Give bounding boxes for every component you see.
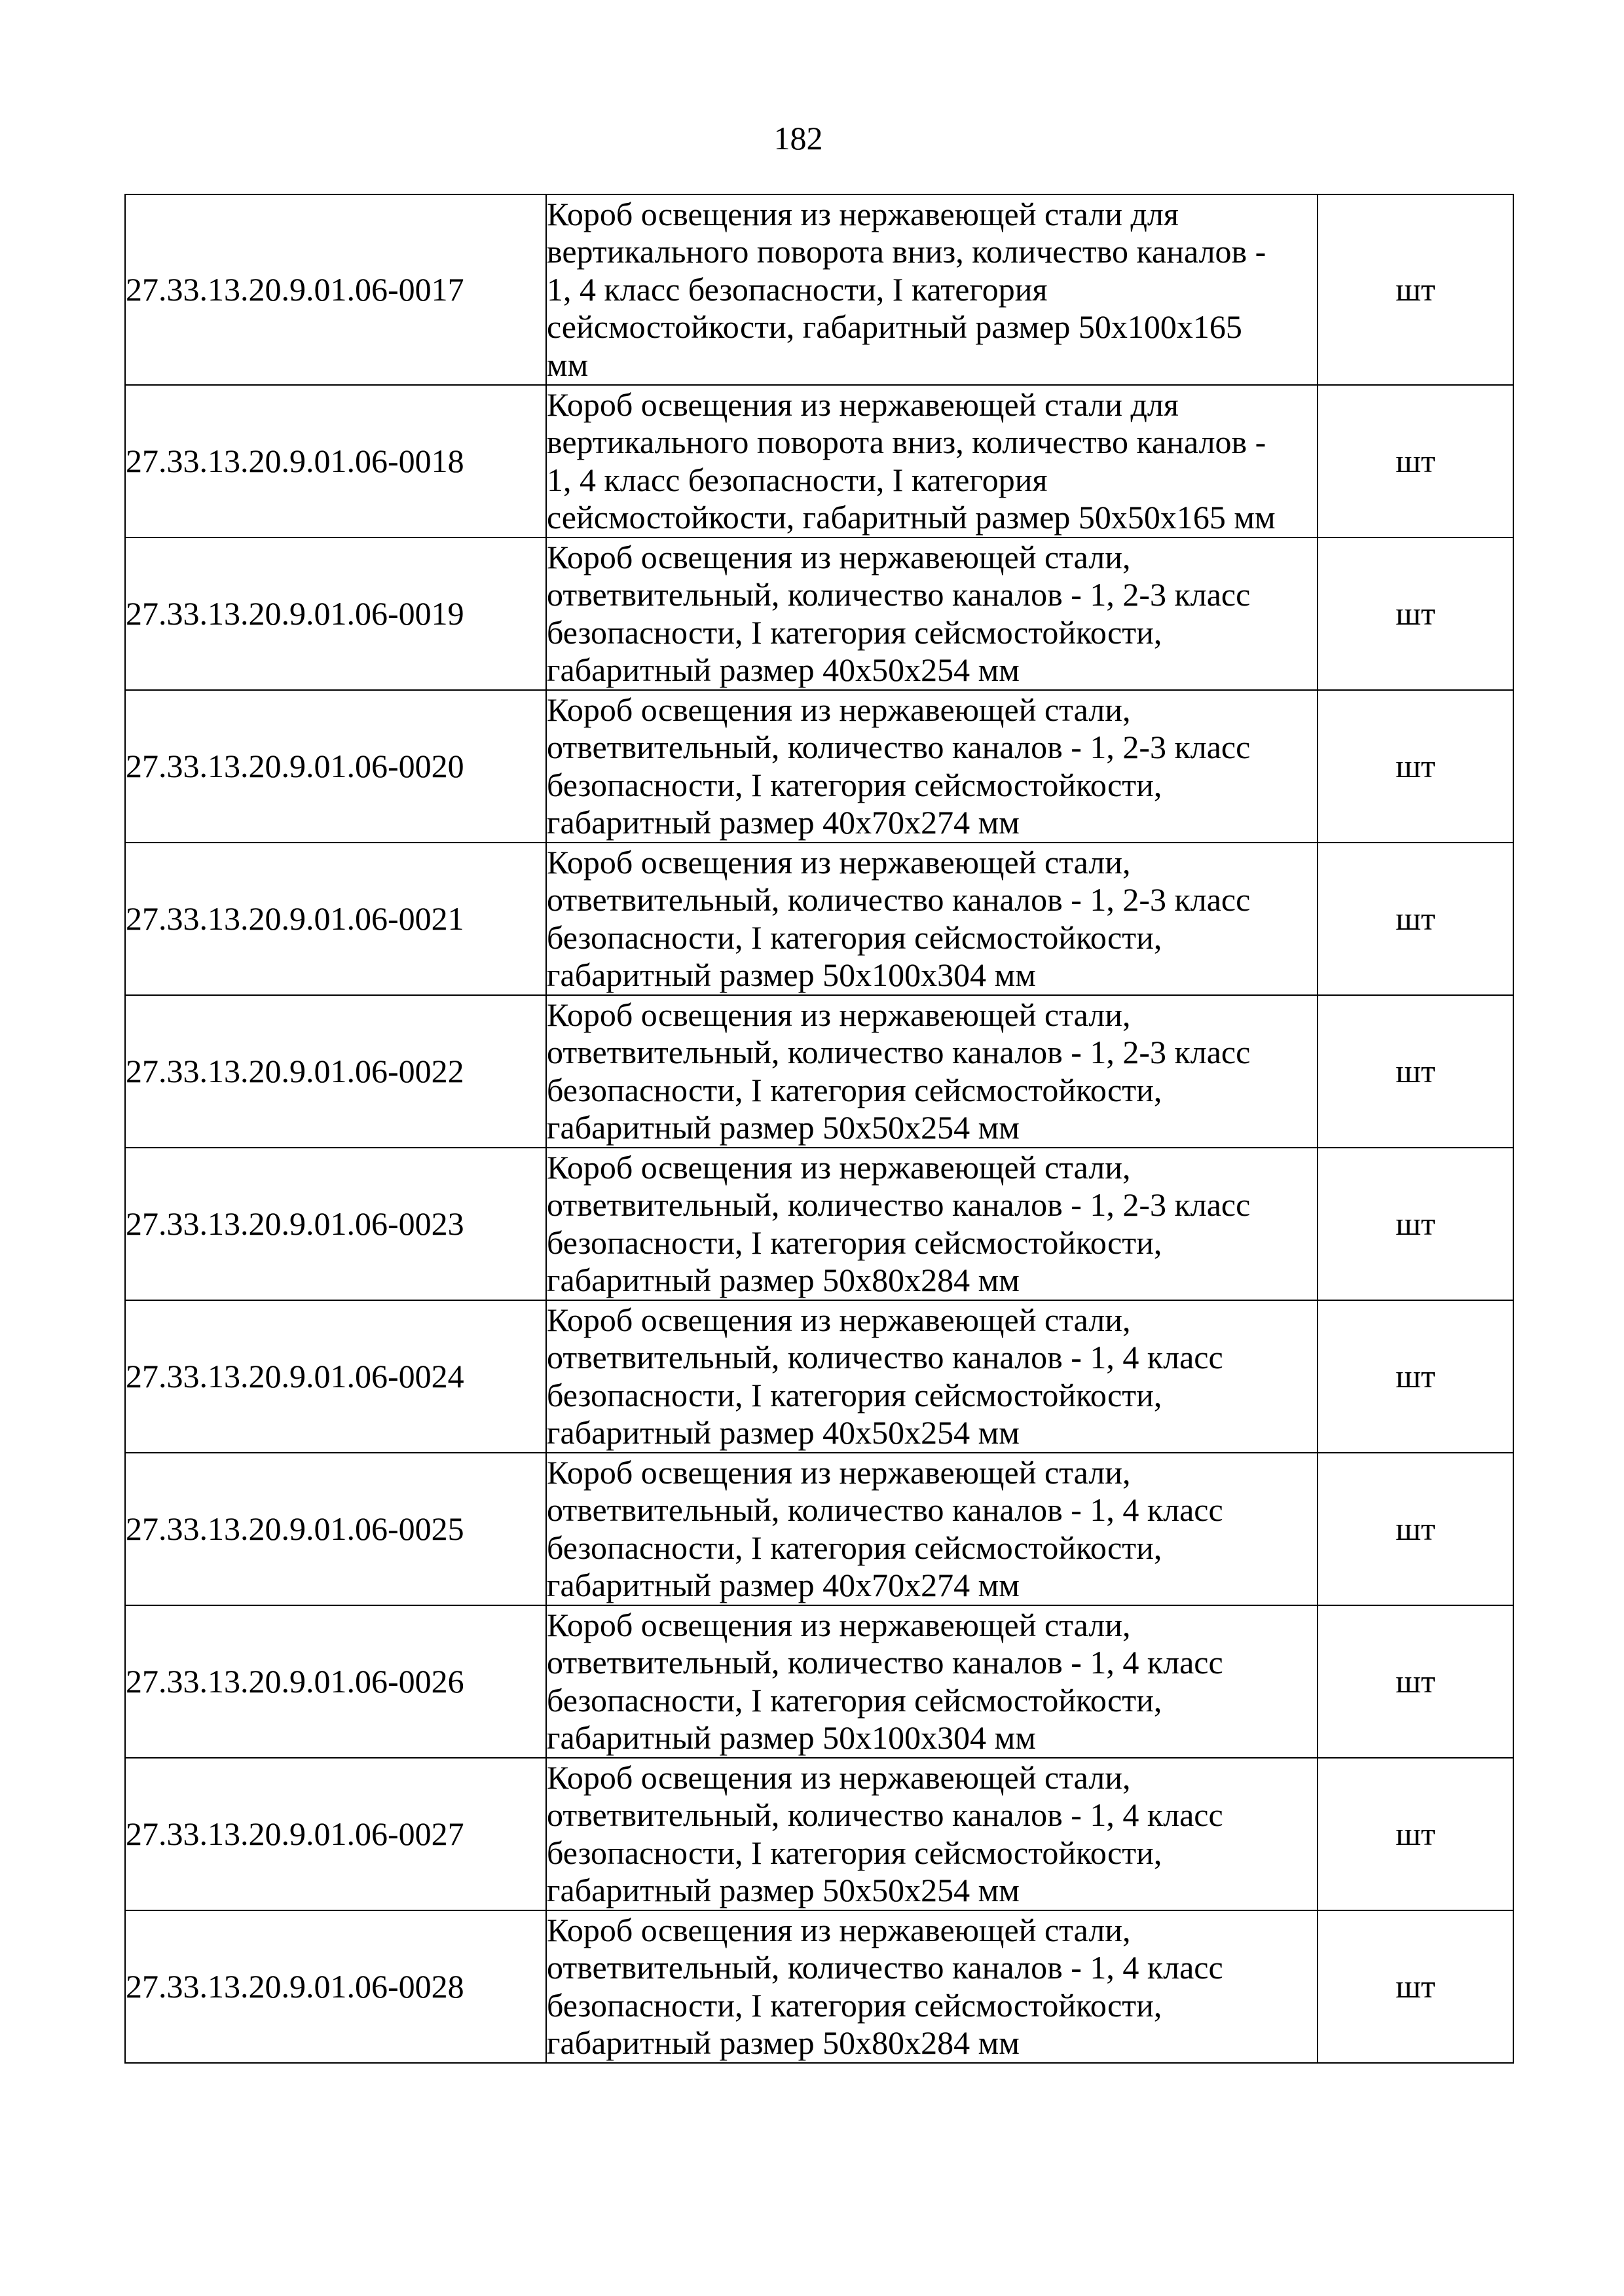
table-row [125, 1910, 1513, 2063]
description-line: габаритный размер 50x50x254 мм [547, 1109, 1020, 1146]
description-line: габаритный размер 40x70x274 мм [547, 1567, 1020, 1603]
description-line: ответвительный, количество каналов - 1, 2-3 класс [547, 1034, 1251, 1070]
description-line: ответвительный, количество каналов - 1, 4 класс [547, 1491, 1223, 1528]
item-description-cell [546, 1453, 1318, 1605]
item-code-cell: 27.33.13.20.9.01.06-0021 [125, 843, 546, 995]
description-line: безопасности, I категория сейсмостойкости, [547, 613, 1162, 651]
description-line: габаритный размер 40x50x254 мм [547, 1414, 1020, 1451]
description-line: ответвительный, количество каналов - 1, 4 класс [547, 1339, 1223, 1376]
item-code-cell: 27.33.13.20.9.01.06-0023 [125, 1148, 546, 1300]
table-row [125, 1605, 1513, 1758]
item-code-cell: 27.33.13.20.9.01.06-0022 [125, 995, 546, 1148]
table-row [125, 995, 1513, 1148]
item-code-cell: 27.33.13.20.9.01.06-0024 [125, 1300, 546, 1453]
table-row [125, 1453, 1513, 1605]
description-line: Короб освещения из нержавеющей стали, [547, 996, 1131, 1033]
description-line: безопасности, I категория сейсмостойкости, [547, 1376, 1162, 1413]
item-code-cell: 27.33.13.20.9.01.06-0020 [125, 690, 546, 843]
item-description-cell [546, 1758, 1318, 1910]
description-line: 1, 4 класс безопасности, I категория [547, 461, 1048, 498]
description-line: габаритный размер 50x80x284 мм [547, 2024, 1020, 2061]
table-row [125, 1300, 1513, 1453]
item-unit-cell: шт [1318, 1148, 1513, 1300]
item-unit-cell: шт [1318, 194, 1513, 385]
description-line: габаритный размер 50x100x304 мм [547, 1719, 1036, 1756]
description-line: габаритный размер 50x50x254 мм [547, 1872, 1020, 1908]
item-unit-cell: шт [1318, 1605, 1513, 1758]
item-code-cell: 27.33.13.20.9.01.06-0018 [125, 385, 546, 538]
table-row [125, 194, 1513, 385]
description-line: ответвительный, количество каналов - 1, 2-3 класс [547, 576, 1251, 613]
item-unit-cell: шт [1318, 1758, 1513, 1910]
item-description-cell [546, 843, 1318, 995]
item-code-cell: 27.33.13.20.9.01.06-0019 [125, 538, 546, 690]
description-line: ответвительный, количество каналов - 1, 4 класс [547, 1796, 1223, 1833]
description-line: вертикального поворота вниз, количество каналов - [547, 233, 1266, 270]
description-line: безопасности, I категория сейсмостойкости, [547, 1681, 1162, 1719]
description-line: ответвительный, количество каналов - 1, 2-3 класс [547, 881, 1251, 918]
description-line: габаритный размер 40x70x274 мм [547, 804, 1020, 841]
description-line: Короб освещения из нержавеющей стали, [547, 691, 1131, 728]
description-line: Короб освещения из нержавеющей стали для [547, 195, 1179, 232]
items-table [124, 194, 1514, 2064]
description-line: безопасности, I категория сейсмостойкости, [547, 1071, 1162, 1108]
description-line: безопасности, I категория сейсмостойкости, [547, 1986, 1162, 2024]
item-code-cell: 27.33.13.20.9.01.06-0025 [125, 1453, 546, 1605]
item-unit-cell: шт [1318, 1300, 1513, 1453]
description-line: безопасности, I категория сейсмостойкости, [547, 1224, 1162, 1261]
description-line: сейсмостойкости, габаритный размер 50x100x165 [547, 308, 1242, 346]
page-number: 182 [773, 120, 823, 156]
item-code-cell: 27.33.13.20.9.01.06-0027 [125, 1758, 546, 1910]
item-description-cell [546, 1300, 1318, 1453]
description-line: Короб освещения из нержавеющей стали, [547, 1148, 1131, 1186]
table-row [125, 538, 1513, 690]
description-line: габаритный размер 40x50x254 мм [547, 651, 1020, 688]
description-line: Короб освещения из нержавеющей стали, [547, 538, 1131, 575]
description-line: габаритный размер 50x80x284 мм [547, 1262, 1020, 1298]
item-code-cell: 27.33.13.20.9.01.06-0028 [125, 1910, 546, 2063]
item-unit-cell: шт [1318, 690, 1513, 843]
description-line: 1, 4 класс безопасности, I категория [547, 270, 1048, 308]
item-unit-cell: шт [1318, 385, 1513, 538]
item-description-cell [546, 995, 1318, 1148]
table-row [125, 1148, 1513, 1300]
description-line: безопасности, I категория сейсмостойкости, [547, 1529, 1162, 1566]
item-code-cell: 27.33.13.20.9.01.06-0017 [125, 194, 546, 385]
description-line: Короб освещения из нержавеющей стали, [547, 1301, 1131, 1338]
description-line: безопасности, I категория сейсмостойкости, [547, 1834, 1162, 1871]
description-line: Короб освещения из нержавеющей стали, [547, 1453, 1131, 1491]
description-line: безопасности, I категория сейсмостойкости, [547, 919, 1162, 956]
item-unit-cell: шт [1318, 538, 1513, 690]
description-line: ответвительный, количество каналов - 1, 2-3 класс [547, 1186, 1251, 1223]
description-line: Короб освещения из нержавеющей стали, [547, 1758, 1131, 1796]
description-line: Короб освещения из нержавеющей стали, [547, 1606, 1131, 1643]
description-line: ответвительный, количество каналов - 1, 4 класс [547, 1949, 1223, 1986]
item-unit-cell: шт [1318, 995, 1513, 1148]
item-description-cell [546, 538, 1318, 690]
item-description-cell [546, 1148, 1318, 1300]
table-row [125, 385, 1513, 538]
description-line: Короб освещения из нержавеющей стали, [547, 1911, 1131, 1948]
description-line: безопасности, I категория сейсмостойкости, [547, 766, 1162, 803]
item-description-cell [546, 385, 1318, 538]
description-line: Короб освещения из нержавеющей стали, [547, 843, 1131, 881]
description-line: ответвительный, количество каналов - 1, 4 класс [547, 1644, 1223, 1681]
item-code-cell: 27.33.13.20.9.01.06-0026 [125, 1605, 546, 1758]
table-row [125, 690, 1513, 843]
item-unit-cell: шт [1318, 1910, 1513, 2063]
description-line: сейсмостойкости, габаритный размер 50x50x165 мм [547, 499, 1276, 536]
table-row [125, 1758, 1513, 1910]
description-line: вертикального поворота вниз, количество каналов - [547, 424, 1266, 460]
item-description-cell [546, 690, 1318, 843]
item-description-cell [546, 1605, 1318, 1758]
item-unit-cell: шт [1318, 843, 1513, 995]
table-row [125, 843, 1513, 995]
description-line: ответвительный, количество каналов - 1, 2-3 класс [547, 729, 1251, 765]
description-line: Короб освещения из нержавеющей стали для [547, 386, 1179, 423]
item-unit-cell: шт [1318, 1453, 1513, 1605]
item-description-cell [546, 1910, 1318, 2063]
item-description-cell [546, 194, 1318, 385]
description-line: мм [547, 346, 589, 383]
description-line: габаритный размер 50x100x304 мм [547, 957, 1036, 993]
